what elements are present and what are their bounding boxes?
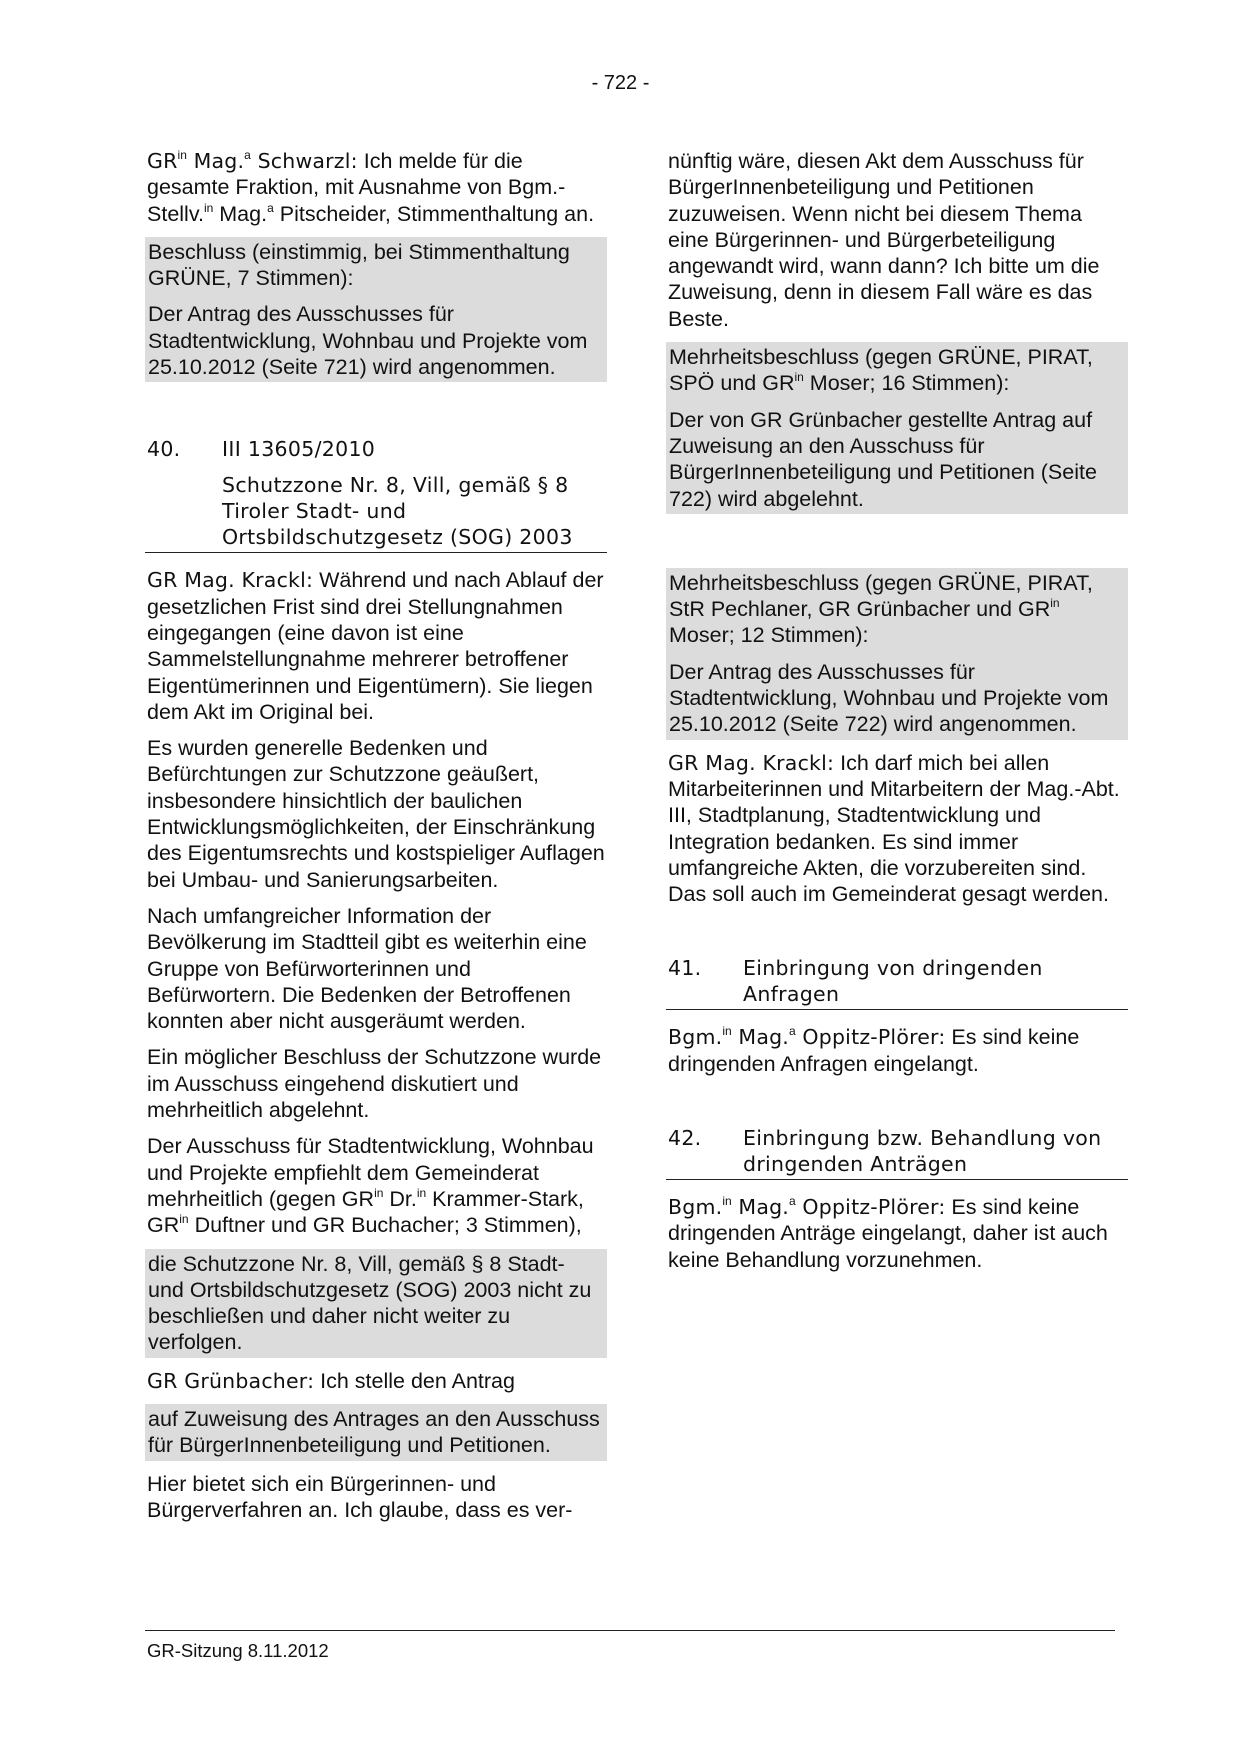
statement-schwarzl: $GR^{in}$ Mag.$^a$ Schwarzl: Ich melde für die gesamte Fraktion, mit Ausnahme von Bgm.-Stellv.$^{in}$ Mag.$^a$ Pitscheider, Stimmenthaltung an. bbox=[147, 148, 595, 226]
speaker-name: Oppitz-Plörer: bbox=[795, 1195, 946, 1220]
resolution-box-3 bbox=[666, 568, 1128, 740]
resolution-box-1 bbox=[145, 237, 607, 382]
agenda-number: 42. bbox=[668, 1126, 702, 1151]
paragraph-continuation: Hier bietet sich ein Bürgerinnen- und Bürgerverfahren an. Ich glaube, dass es ver- bbox=[147, 1471, 573, 1522]
paragraph-information: Nach umfangreicher Information der Bevölkerung im Stadtteil gibt es weiterhin eine Gruppe von Befürworterinnen und Befürwortern. Die Bedenken der Betroffenen konnten aber nicht ausgeräumt werden. bbox=[147, 903, 587, 1034]
motion-box: auf Zuweisung des Antrages an den Ausschuss für BürgerInnenbeteiligung und Petitionen. bbox=[145, 1404, 607, 1461]
left-column bbox=[145, 148, 607, 1533]
agenda-item-40 bbox=[145, 436, 607, 553]
speaker-name: GR Mag. Krackl: bbox=[147, 568, 314, 593]
resolution-text: Der Antrag des Ausschusses für Stadtentwicklung, Wohnbau und Projekte vom 25.10.2012 (Seite 721) wird angenommen. bbox=[148, 302, 588, 380]
agenda-item-42 bbox=[666, 1125, 1128, 1180]
agenda-number: 40. bbox=[147, 437, 181, 462]
speaker-name: Schwarzl: bbox=[250, 149, 358, 173]
agenda-title: Einbringung von dringenden Anfragen bbox=[743, 956, 1043, 1007]
agenda-reference: III 13605/2010 bbox=[222, 437, 376, 462]
statement-krackl-thanks: GR Mag. Krackl: Ich darf mich bei allen Mitarbeiterinnen und Mitarbeitern der Mag.-Abt. III, Stadtplanung, Stadtentwicklung und Integration bedanken. Es sind immer umfangreiche Akten, die vorzubereiten sind. Das soll auch im Gemeinderat gesagt werden. bbox=[668, 750, 1120, 907]
right-column bbox=[666, 148, 1128, 1283]
footer-session-date: GR-Sitzung 8.11.2012 bbox=[147, 1640, 329, 1661]
agenda-title: Schutzzone Nr. 8, Vill, gemäß § 8 Tiroler Stadt- und Ortsbildschutzgesetz (SOG) 2003 bbox=[222, 473, 573, 550]
resolution-heading: Mehrheitsbeschluss (gegen GRÜNE, PIRAT, SPÖ und $GR^{in}$ Moser; 16 Stimmen): bbox=[669, 345, 1093, 396]
statement-gruenbacher: GR Grünbacher: Ich stelle den Antrag bbox=[147, 1368, 515, 1393]
speaker-name: GR Mag. Krackl: bbox=[668, 750, 835, 775]
resolution-heading: Beschluss (einstimmig, bei Stimmenthaltung GRÜNE, 7 Stimmen): bbox=[148, 239, 570, 291]
agenda-title: Einbringung bzw. Behandlung von dringenden Anträgen bbox=[743, 1126, 1102, 1177]
speaker-name: GR Grünbacher: bbox=[147, 1368, 315, 1393]
recommendation-box: die Schutzzone Nr. 8, Vill, gemäß § 8 Stadt- und Ortsbildschutzgesetz (SOG) 2003 nicht zu beschließen und daher nicht weiter zu verfolgen. bbox=[145, 1249, 607, 1358]
paragraph-concerns: Es wurden generelle Bedenken und Befürchtungen zur Schutzzone geäußert, insbesondere hinsichtlich der baulichen Entwicklungsmöglichkeiten, der Einschränkung des Eigentumsrechts und kostspieliger Auflagen bei Umbau- und Sanierungsarbeiten. bbox=[147, 736, 605, 892]
resolution-text: Der Antrag des Ausschusses für Stadtentwicklung, Wohnbau und Projekte vom 25.10.2012 (Seite 722) wird angenommen. bbox=[669, 659, 1109, 737]
resolution-text: Der von GR Grünbacher gestellte Antrag auf Zuweisung an den Ausschuss für BürgerInnenbeteiligung und Petitionen (Seite 722) wird abgelehnt. bbox=[669, 407, 1097, 511]
paragraph-discussion: Ein möglicher Beschluss der Schutzzone wurde im Ausschuss eingehend diskutiert und mehrheitlich abgelehnt. bbox=[147, 1045, 602, 1123]
statement-oppitz-1: Bgm.$^{in}$ Mag.$^a$ Oppitz-Plörer: Es sind keine dringenden Anfragen eingelangt. bbox=[668, 1024, 1080, 1076]
footer-divider bbox=[145, 1630, 1115, 1631]
paragraph-recommendation: Der Ausschuss für Stadtentwicklung, Wohnbau und Projekte empfiehlt dem Gemeinderat mehrheitlich (gegen $GR^{in}$ Dr.$^{in}$ Krammer-Stark, $GR^{in}$ Duftner und GR Buchacher; 3 Stimmen), bbox=[147, 1134, 594, 1238]
paragraph-continued: nünftig wäre, diesen Akt dem Ausschuss für BürgerInnenbeteiligung und Petitionen zuzuweisen. Wenn nicht bei diesem Thema eine Bürgerinnen- und Bürgerbeteiligung angewandt wird, wann dann? Ich bitte um die Zuweisung, denn in diesem Fall wäre es das Beste. bbox=[668, 149, 1100, 331]
agenda-item-41 bbox=[666, 955, 1128, 1010]
page-number: - 722 - bbox=[591, 72, 650, 94]
agenda-number: 41. bbox=[668, 956, 702, 981]
statement-krackl: GR Mag. Krackl: Während und nach Ablauf der gesetzlichen Frist sind drei Stellungnahmen eingegangen (eine davon ist eine Sammelstellungnahme mehrerer betroffener Eigentümerinnen und Eigentümern). Sie liegen dem Akt im Original bei. bbox=[147, 568, 604, 724]
speaker-name: Oppitz-Plörer: bbox=[795, 1025, 946, 1050]
resolution-heading: Mehrheitsbeschluss (gegen GRÜNE, PIRAT, StR Pechlaner, GR Grünbacher und $GR^{in}$ Moser; 12 Stimmen): bbox=[669, 570, 1093, 648]
resolution-box-2 bbox=[666, 342, 1128, 514]
statement-oppitz-2: Bgm.$^{in}$ Mag.$^a$ Oppitz-Plörer: Es sind keine dringenden Anträge eingelangt, daher ist auch keine Behandlung vorzunehmen. bbox=[668, 1194, 1108, 1272]
